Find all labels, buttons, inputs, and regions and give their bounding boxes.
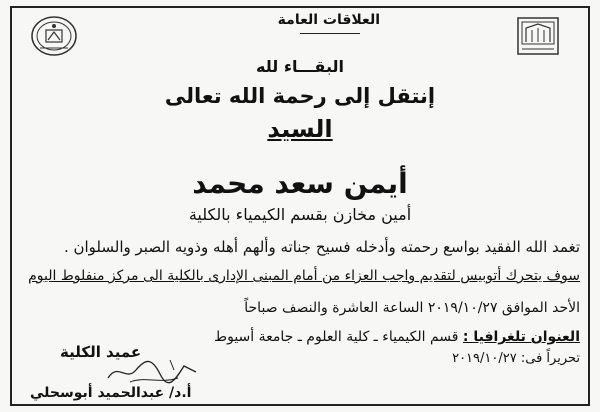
- dean-title: عميد الكلية: [60, 343, 142, 361]
- deceased-name: أيمن سعد محمد: [192, 167, 408, 200]
- title-sayed: السيد: [267, 115, 333, 143]
- date-time-line: الأحد الموافق ٢٠١٩/١٠/٢٧ الساعة العاشرة والنصف صباحاً: [244, 300, 580, 316]
- department-title: العلاقات العامة: [277, 12, 380, 28]
- written-date: تحريراً فى: ٢٠١٩/١٠/٢٧: [452, 351, 580, 366]
- telegraph-address: [214, 329, 580, 345]
- passed-away-heading: إنتقل إلى رحمة الله تعالى: [164, 84, 436, 108]
- header-underline: [300, 33, 360, 34]
- prayer-text: تغمد الله الفقيد بواسع رحمته وأدخله فسيح جناته وألهم أهله وذويه الصبر والسلوان .: [63, 238, 580, 256]
- bus-announcement: سوف يتحرك أتوبيس لتقديم واجب العزاء من أمام المبنى الإدارى بالكلية الى مركز منفلوط اليوم: [28, 268, 580, 284]
- dean-name: أ.د/ عبدالحميد أبوسحلي: [30, 385, 192, 401]
- signature-icon: [100, 352, 210, 388]
- faculty-logo-icon: [28, 14, 80, 58]
- baqa-heading: البقـــاء لله: [256, 57, 344, 76]
- deceased-position: أمين مخازن بقسم الكيمياء بالكلية: [188, 205, 412, 224]
- address-label: العنوان تلغرافيا :: [462, 329, 580, 345]
- university-logo-icon: [512, 14, 564, 58]
- address-value: قسم الكيمياء ـ كلية العلوم ـ جامعة أسيوط: [214, 329, 459, 345]
